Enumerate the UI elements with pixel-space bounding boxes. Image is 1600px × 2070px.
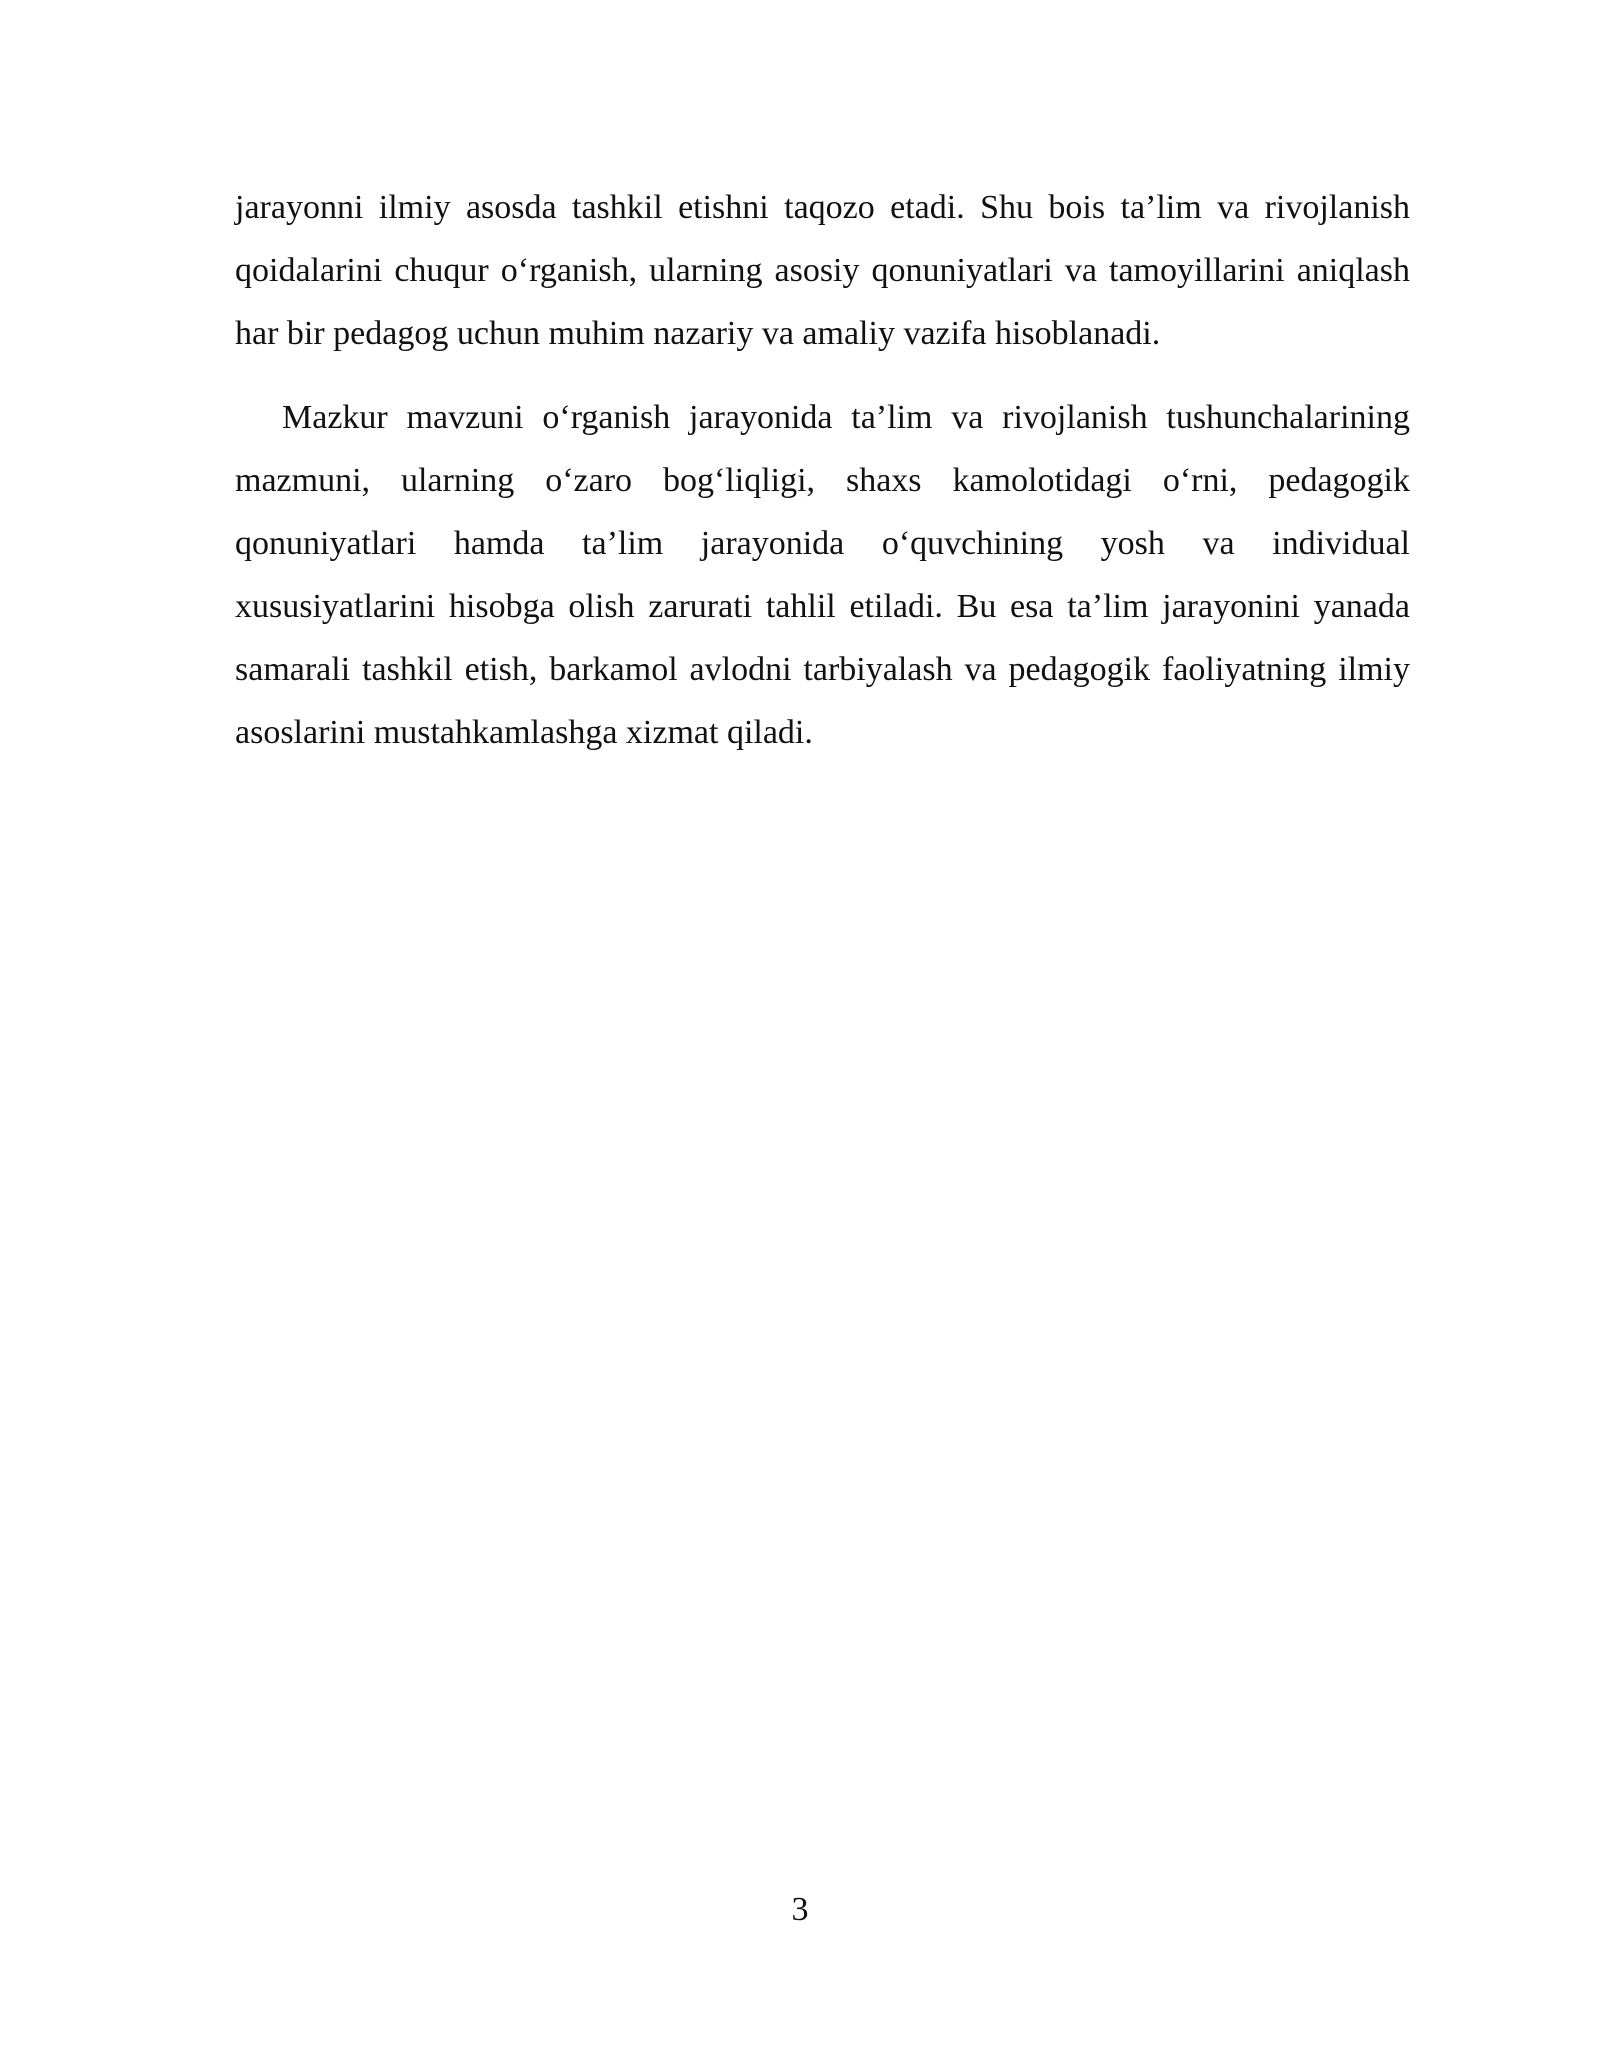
paragraph-indented: Mazkur mavzuni o‘rganish jarayonida ta’lim va rivojlanish tushunchalarining mazmuni, ularning o‘zaro bog‘liqligi, shaxs kamolotidagi o‘rni, pedagogik qonuniyatlari hamda ta’lim jarayonida o‘quvchining yosh va individual xususiyatlarini hisobga olish zarurati tahlil etiladi. Bu esa ta’lim jarayonini yanada samarali tashkil etish, barkamol avlodni tarbiyalash va pedagogik faoliyatning ilmiy asoslarini mustahkamlashga xizmat qiladi. <box>235 399 1410 751</box>
page-number: 3 <box>791 1891 809 1928</box>
paragraph-continuation: jarayonni ilmiy asosda tashkil etishni taqozo etadi. Shu bois ta’lim va rivojlanish qoidalarini chuqur o‘rganish, ularning asosiy qonuniyatlari va tamoyillarini aniqlash har bir pedagog uchun muhim nazariy va amaliy vazifa hisoblanadi. <box>235 189 1410 352</box>
body-text <box>235 176 1410 764</box>
